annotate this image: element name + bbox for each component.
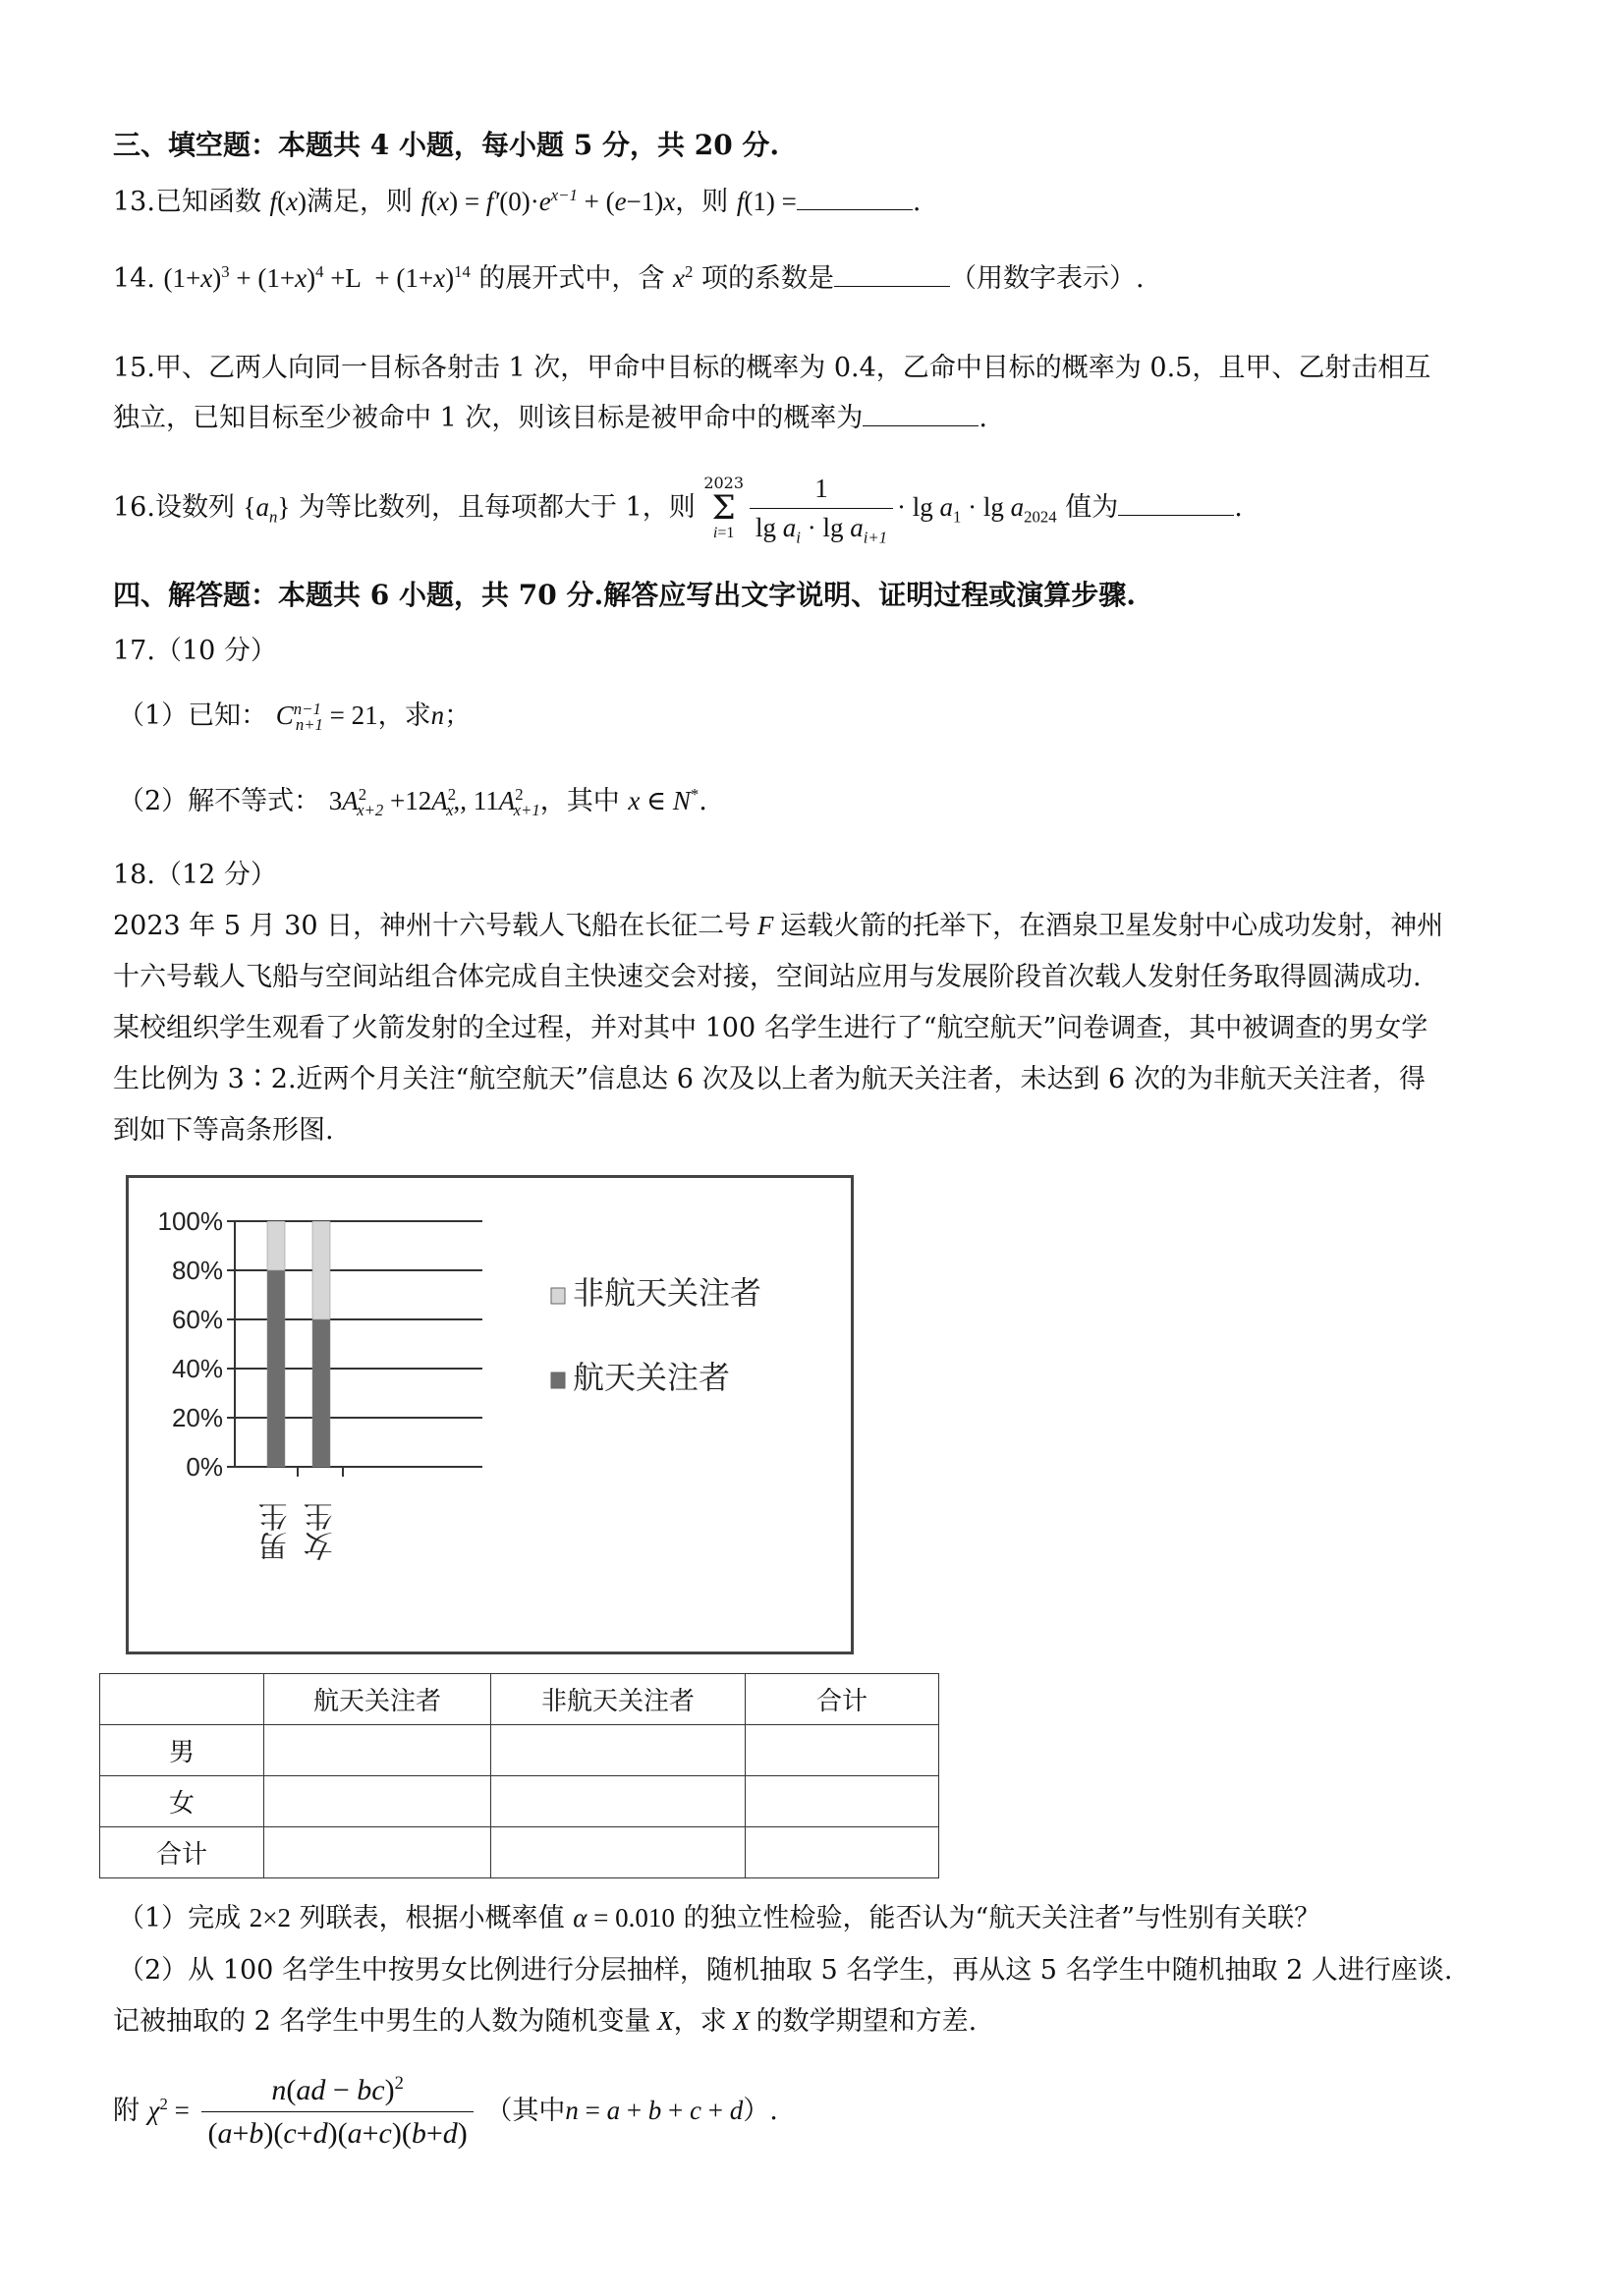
- q16-fraction: $\frac{1}{\lg a_i \cdot \lg a_{i+1}}$: [750, 472, 893, 545]
- q17-n: n: [430, 700, 445, 730]
- q14-answer-blank[interactable]: [834, 264, 950, 287]
- y-tick-label: 60%: [171, 1305, 223, 1334]
- q15-text: 独立，已知目标至少被命中 1 次，则该目标是被甲命中的概率为: [113, 403, 864, 433]
- table-cell[interactable]: [264, 1725, 491, 1776]
- q18-part-1: [118, 1901, 1320, 1935]
- q17-inequality: $3A^2_{x+2} +12A^2_x$,, $11A^2_{x+1}$: [328, 785, 540, 820]
- table-cell[interactable]: [491, 1827, 746, 1878]
- table-header-cell: 非航天关注者: [491, 1674, 746, 1725]
- formula-note-a: （其中: [485, 2096, 566, 2126]
- table-row-label: 合计: [100, 1827, 264, 1878]
- formula-n-def: n = a + b + c + d: [565, 2096, 744, 2125]
- q18-part1-c: 的独立性检验，能否认为“航天关注者”与性别有关联？: [683, 1903, 1321, 1933]
- q13-text-1: 已知函数: [154, 187, 261, 217]
- table-cell[interactable]: [491, 1776, 746, 1827]
- q13-text-2: 满足，则: [307, 187, 414, 217]
- q14-text-3: （用数字表示）.: [949, 263, 1145, 294]
- q18-F: F: [751, 911, 781, 940]
- chi-square-fraction: $\frac{n(ad - bc)^2}{(a+b)(c+d)(a+c)(b+d)}$: [201, 2071, 473, 2153]
- bar-segment: [267, 1221, 285, 1270]
- x-tick-label: 女生: [304, 1502, 339, 1561]
- q18-part3-b: ，求: [673, 2006, 727, 2037]
- y-tick-label: 100%: [157, 1206, 223, 1236]
- q18-para-4: 生比例为 3∶2.近两个月关注“航空航天”信息达 6 次及以上者为航天关注者，未达到 6 次的为非航天关注者，得: [113, 1064, 1426, 1094]
- q18-part3-c: 的数学期望和方差.: [756, 2006, 978, 2037]
- q17-header: 17.（10 分）: [113, 636, 277, 666]
- table-cell[interactable]: [746, 1827, 939, 1878]
- table-cell[interactable]: [264, 1776, 491, 1827]
- q13-text-3: ，则: [675, 187, 729, 217]
- q16-text-3: 值为: [1065, 492, 1119, 524]
- section3-title: 三、填空题：本题共 4 小题，每小题 5 分，共 20 分.: [113, 129, 780, 161]
- table-cell[interactable]: [746, 1776, 939, 1827]
- bar-segment: [312, 1319, 330, 1467]
- stacked-bar-chart: [126, 1175, 854, 1654]
- q13-period: .: [912, 187, 922, 217]
- question-16: [113, 472, 1243, 545]
- q18-alpha: α = 0.010: [573, 1903, 675, 1932]
- q17-part-2: [118, 784, 707, 818]
- q15-answer-blank[interactable]: [863, 404, 979, 426]
- q15-line-1: 15.甲、乙两人向同一目标各射击 1 次，甲命中目标的概率为 0.4，乙命中目标的概率为 0.5，且甲、乙射击相互: [113, 353, 1431, 383]
- y-tick-label: 20%: [171, 1403, 223, 1432]
- q18-para-3: 某校组织学生观看了火箭发射的全过程，并对其中 100 名学生进行了“航空航天”问卷调查，其中被调查的男女学: [113, 1013, 1428, 1043]
- legend-label: 航天关注者: [573, 1359, 731, 1396]
- y-tick-label: 40%: [171, 1354, 223, 1383]
- q17-p2-label: （2）解不等式：: [118, 786, 321, 816]
- q18-para-1b: 运载火箭的托举下，在酒泉卫星发射中心成功发射，神州: [780, 911, 1444, 941]
- q18-X: X: [650, 2006, 674, 2036]
- legend-label: 非航天关注者: [573, 1274, 762, 1312]
- q17-part-1: [118, 699, 471, 733]
- chi-square-symbol: $\chi^2$ =: [147, 2095, 190, 2125]
- q16-text-2: 为等比数列，且每项都大于 1，则: [298, 492, 696, 524]
- q17-p1-text: ，求: [377, 700, 431, 731]
- q16-answer-blank[interactable]: [1118, 493, 1234, 516]
- table-cell[interactable]: [264, 1827, 491, 1878]
- q15-period: .: [979, 403, 987, 433]
- sum-upper: 2023: [703, 474, 745, 493]
- question-14: [113, 261, 1145, 296]
- table-row: [100, 1827, 939, 1878]
- table-cell[interactable]: [746, 1725, 939, 1776]
- q17-domain: x ∈ N*: [628, 785, 700, 815]
- q16-product: · $\lg a_1 \cdot \lg a_{2024}$: [897, 492, 1057, 527]
- contingency-table: [99, 1673, 939, 1878]
- q13-answer-blank[interactable]: [797, 188, 913, 210]
- table-row: [100, 1725, 939, 1776]
- sum-lower: =1: [717, 525, 735, 542]
- bar-segment: [312, 1221, 330, 1319]
- table-row: [100, 1776, 939, 1827]
- formula-prefix: 附: [113, 2096, 140, 2126]
- table-header-cell: [100, 1674, 264, 1725]
- table-row-label: 男: [100, 1725, 264, 1776]
- x-tick-label: 男生: [258, 1502, 294, 1561]
- q17-combination: $C^{n-1}_{n+1} = 21$: [275, 700, 378, 735]
- table-row-label: 女: [100, 1776, 264, 1827]
- legend-swatch: [551, 1372, 565, 1388]
- q13-equation: $f(x) = f'(0)\cdot e^{x-1} + (e-1)x$: [420, 186, 676, 216]
- q18-2x2: 2×2: [249, 1903, 292, 1932]
- q18-part1-b: 列联表，根据小概率值: [299, 1903, 565, 1933]
- q13-number: 13.: [113, 187, 155, 217]
- q18-part1-a: （1）完成: [118, 1903, 242, 1933]
- q14-text-1: 的展开式中，含: [478, 263, 665, 294]
- q18-para-5: 到如下等高条形图.: [113, 1115, 334, 1146]
- q17-p2-text: ，其中: [539, 786, 620, 816]
- section4-title: 四、解答题：本题共 6 小题，共 70 分.解答应写出文字说明、证明过程或演算步骤.: [113, 579, 1136, 611]
- q13-f1: f(1) =: [736, 187, 797, 216]
- q18-X2: X: [726, 2006, 756, 2036]
- q16-sequence: $\{a_n\}$: [243, 492, 291, 527]
- q13-fx: f(x): [269, 187, 308, 216]
- q16-number: 16.: [113, 492, 155, 524]
- q18-header: 18.（12 分）: [113, 860, 277, 890]
- q14-expression: $(1+x)^3 + (1+x)^4 +L + (1+x)^{14}$: [163, 262, 471, 293]
- q18-part-2: （2）从 100 名学生中按男女比例进行分层抽样，随机抽取 5 名学生，再从这 5 名学生中随机抽取 2 人进行座谈.: [118, 1955, 1453, 1986]
- q18-para-1: [113, 909, 1443, 943]
- q14-x2: $x^2$: [673, 262, 694, 293]
- q14-number: 14.: [113, 263, 155, 294]
- y-tick-label: 0%: [186, 1452, 223, 1482]
- legend-swatch: [551, 1288, 565, 1304]
- bar-segment: [267, 1270, 285, 1467]
- question-13: [113, 185, 921, 219]
- chi-square-formula: [113, 2071, 778, 2153]
- chart-svg: [129, 1178, 851, 1652]
- table-cell[interactable]: [491, 1725, 746, 1776]
- q17-p1-label: （1）已知：: [118, 700, 268, 731]
- table-header-row: [100, 1674, 939, 1725]
- q15-line-2: [113, 401, 987, 435]
- q18-part-3: [113, 2004, 977, 2039]
- q18-para-2: 十六号载人飞船与空间站组合体完成自主快速交会对接，空间站应用与发展阶段首次载人发射任务取得圆满成功.: [113, 962, 1422, 992]
- y-tick-label: 80%: [171, 1256, 223, 1285]
- formula-note-b: ）.: [743, 2096, 778, 2126]
- table-header-cell: 合计: [746, 1674, 939, 1725]
- q14-text-2: 项的系数是: [700, 263, 834, 294]
- q16-text-1: 设数列: [154, 492, 235, 524]
- q16-sigma: 2023 Σ i=1: [703, 474, 745, 542]
- q16-period: .: [1234, 492, 1243, 524]
- q18-part3-a: 记被抽取的 2 名学生中男生的人数为随机变量: [113, 2006, 651, 2037]
- table-header-cell: 航天关注者: [264, 1674, 491, 1725]
- q18-para-1a: 2023 年 5 月 30 日，神州十六号载人飞船在长征二号: [113, 911, 752, 941]
- q17-p1-end: ；: [444, 700, 472, 731]
- q17-p2-end: .: [699, 786, 707, 816]
